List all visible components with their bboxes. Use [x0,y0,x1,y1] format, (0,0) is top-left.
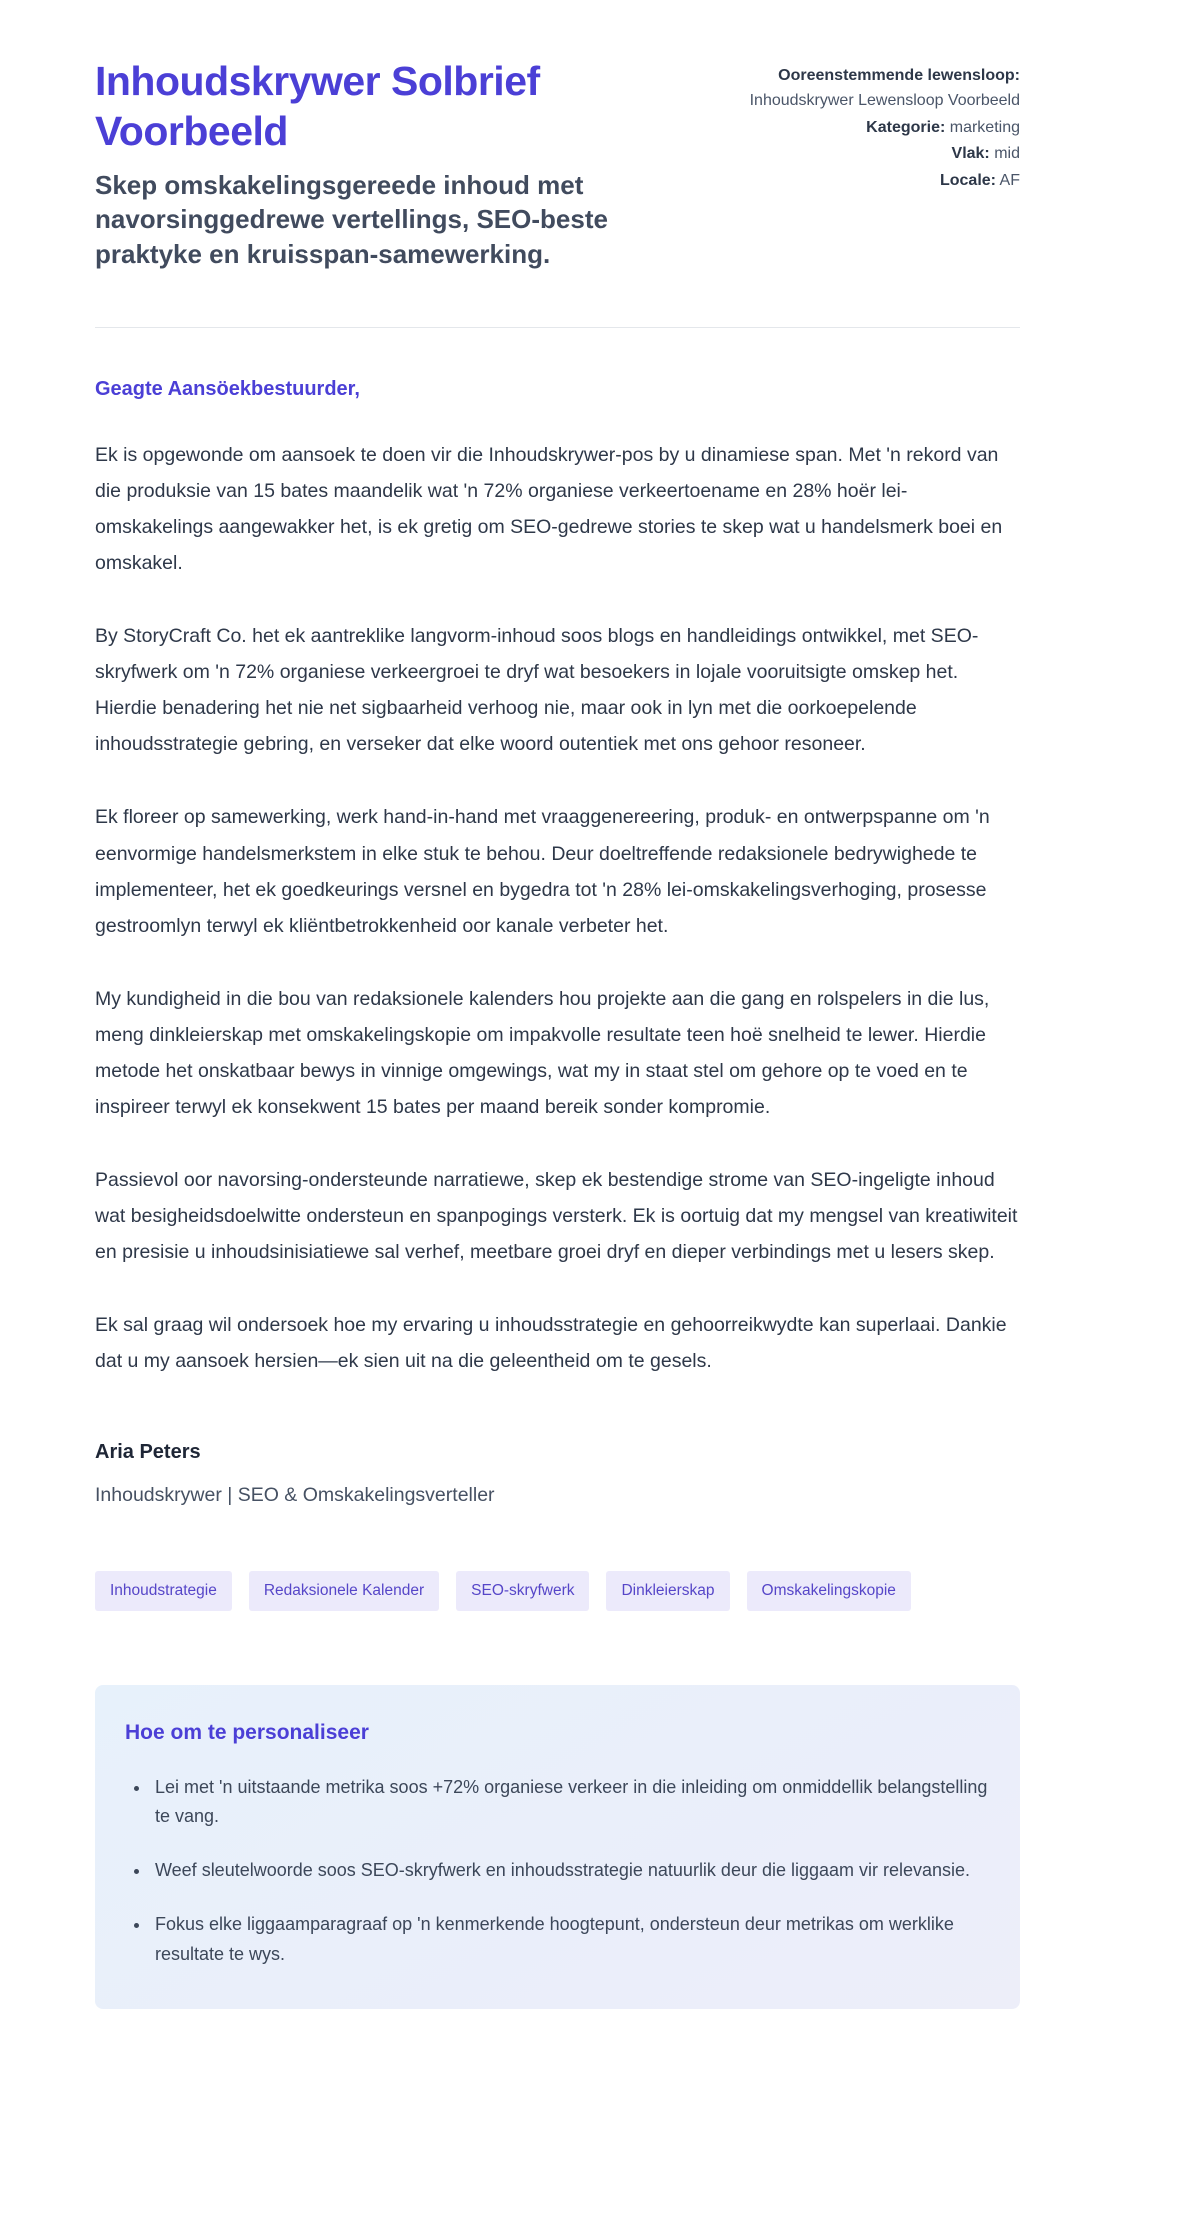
letter-paragraph: My kundigheid in die bou van redaksionele kalenders hou projekte aan die gang en rolspelers in die lus, meng dinkleierskap met omskakelingskopie om impakvolle resultate teen hoë snelheid te lewer. Hierdie metode het onskatbaar bewys in vinnige omgewings, wat my in staat stel om gehore op te voed en te inspireer terwyl ek konsekwent 15 bates per maand bereik sonder kompromie. [95,987,990,1118]
header-divider [95,327,1020,328]
letter-paragraph: By StoryCraft Co. het ek aantreklike langvorm-inhoud soos blogs en handleidings ontwikkel, met SEO-skryfwerk om 'n 72% organiese verkeergroei te dryf wat besoekers in lojale vooruitsigte omskep het. Hierdie benadering het nie net sigbaarheid verhoog nie, maar ook in lyn met die oorkoepelende inhoudsstrategie gebring, en verseker dat elke woord outentiek met ons gehoor resoneer. [95,625,979,756]
keyword-tags [95,1571,1020,1611]
meta-value: marketing [949,118,1020,136]
meta-row [748,142,1020,167]
tag-pill: Redaksionele Kalender [249,1571,439,1611]
page-subtitle: Skep omskakelingsgereede inhoud met navorsinggedrewe vertellings, SEO-beste praktyke en kruisspan-samewerking. [95,170,608,269]
meta-row [748,64,1020,114]
tag-pill: SEO-skryfwerk [456,1571,589,1611]
meta-label: Kategorie: [866,118,946,136]
meta-row [748,116,1020,141]
cover-letter-page [95,0,1020,2059]
tag-pill: Omskakelingskopie [747,1571,911,1611]
page-header [95,56,1020,271]
letter-paragraph: Passievol oor navorsing-ondersteunde narratiewe, skep ek bestendige strome van SEO-ingeligte inhoud wat besigheidsdoelwitte ondersteun en spanpogings versterk. Ek is oortuig dat my mengsel van kreatiwiteit en presisie u inhoudsinisiatiewe sal verhef, meetbare groei dryf en dieper verbindings met u lesers skep. [95,1168,1018,1264]
personalization-tips-box [95,1685,1020,2009]
meta-value: mid [994,145,1020,163]
tips-list-item: • Weef sleutelwoorde soos SEO-skryfwerk en inhoudsstrategie natuurlik deur die liggaam vir relevansie. [151,1856,990,1886]
letter-paragraph: Ek floreer op samewerking, werk hand-in-hand met vraaggenereering, produk- en ontwerpspanne om 'n eenvormige handelsmerkstem in elke stuk te behou. Deur doeltreffende redaksionele bedrywighede te implementeer, het ek goedkeurings versnel en bygedra tot 'n 28% lei-omskakelingsverhoging, prosesse gestroomlyn terwyl ek kliëntbetrokkenheid oor kanale verbeter het. [95,806,990,937]
meta-value: AF [999,172,1020,190]
meta-label: Vlak: [951,145,990,163]
header-title-block [95,56,730,271]
letter-paragraph: Ek sal graag wil ondersoek hoe my ervaring u inhoudsstrategie en gehoorreikwydte kan superlaai. Dankie dat u my aansoek hersien—ek sien uit na die geleentheid om te gesels. [95,1314,1007,1373]
tag-pill: Dinkleierskap [606,1571,729,1611]
meta-label: Locale: [939,172,996,190]
signature-name: Aria Peters [95,1441,201,1464]
tag-pill: Inhoudstrategie [95,1571,232,1611]
signature-role: Inhoudskrywer | SEO & Omskakelingsverteller [95,1484,495,1507]
tips-list-item: • Lei met 'n uitstaande metrika soos +72% organiese verkeer in die inleiding om onmiddellik belangstelling te vang. [151,1773,990,1832]
letter-body [95,378,1020,1507]
meta-value: Inhoudskrywer Lewensloop Voorbeeld [749,91,1020,109]
meta-row [748,169,1020,194]
letter-paragraph: Ek is opgewonde om aansoek te doen vir die Inhoudskrywer-pos by u dinamiese span. Met 'n rekord van die produksie van 15 bates maandelik wat 'n 72% organiese verkeertoename en 28% hoër lei-omskakelings aangewakker het, is ek gretig om SEO-gedrewe stories te skep wat u handelsmerk boei en omskakel. [95,443,1003,575]
signature-block [95,1441,1020,1507]
meta-label: Ooreenstemmende lewensloop: [778,67,1020,84]
letter-paragraphs [95,437,1020,1379]
tips-heading: Hoe om te personaliseer [125,1720,369,1744]
letter-greeting: Geagte Aansöekbestuurder, [95,377,360,400]
tips-list-item: • Fokus elke liggaamparagraaf op 'n kenmerkende hoogtepunt, ondersteun deur metrikas om werklike resultate te wys. [151,1910,990,1969]
page-title: Inhoudskrywer Solbrief Voorbeeld [95,58,540,155]
tips-list [125,1773,990,1969]
document-meta [748,56,1020,196]
